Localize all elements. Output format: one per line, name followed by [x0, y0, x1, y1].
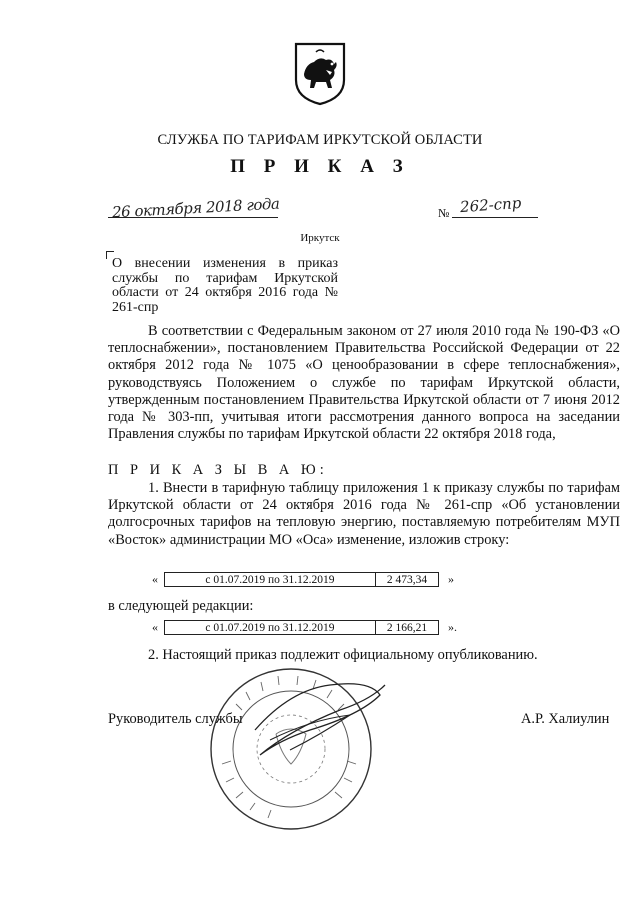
signatory-position: Руководитель службы — [108, 711, 243, 727]
close-quote: ». — [448, 620, 457, 634]
value-cell: 2 166,21 — [375, 620, 439, 635]
tariff-row-new — [150, 620, 470, 636]
value-cell: 2 473,34 — [375, 572, 439, 587]
period-cell: с 01.07.2019 по 31.12.2019 — [164, 572, 376, 587]
tariff-row-old — [150, 572, 470, 588]
number-sign: № — [438, 206, 450, 220]
open-quote: « — [152, 620, 158, 634]
number-underline — [452, 217, 538, 218]
subject-heading: О внесении изменения в приказ службы по тарифам Иркутской области от 24 октября 2016 года № 261-спр — [112, 256, 338, 315]
city-name: Иркутск — [300, 232, 340, 244]
close-quote: » — [448, 572, 454, 586]
document-type-title: П Р И К А З — [230, 156, 410, 177]
signatory-name: А.Р. Халиулин — [521, 711, 610, 727]
subject-corner-mark — [106, 251, 114, 252]
subject-corner-mark-vertical — [106, 251, 107, 259]
handwritten-signature — [250, 670, 390, 770]
handwritten-date: 26 октября 2018 года — [111, 194, 280, 222]
orders-word: П Р И К А З Ы В А Ю: — [108, 462, 328, 478]
item-2-paragraph: 2. Настоящий приказ подлежит официальному опубликованию. — [148, 647, 538, 663]
period-cell: с 01.07.2019 по 31.12.2019 — [164, 620, 376, 635]
organization-name: СЛУЖБА ПО ТАРИФАМ ИРКУТСКОЙ ОБЛАСТИ — [157, 132, 483, 148]
date-underline — [108, 217, 278, 218]
handwritten-order-number: 262-спр — [459, 193, 522, 217]
open-quote: « — [152, 572, 158, 586]
new-edition-label: в следующей редакции: — [108, 598, 254, 614]
coat-of-arms-emblem — [292, 40, 348, 106]
preamble-paragraph: В соответствии с Федеральным законом от 27 июля 2010 года № 190-ФЗ «О теплоснабжении», постановлением Правительства Российской Федерации от 22 октября 2012 года № 1075 «О ценообразовании в сфере теплоснабжения», руководствуясь Положением о службе по тарифам Иркутской области, утвержденным постановлением Правительства Иркутской области от 7 июня 2012 года № 303-пп, учитывая итоги рассмотрения данного вопроса на заседании Правления службы по тарифам Иркутской области 22 октября 2018 года, — [108, 323, 620, 443]
item-1-paragraph: 1. Внести в тарифную таблицу приложения 1 к приказу службы по тарифам Иркутской области от 24 октября 2016 года № 261-спр «Об установлении долгосрочных тарифов на тепловую энергию, поставляемую потребителям МУП «Восток» администрации МО «Оса» изменение, изложив строку: — [108, 480, 620, 548]
